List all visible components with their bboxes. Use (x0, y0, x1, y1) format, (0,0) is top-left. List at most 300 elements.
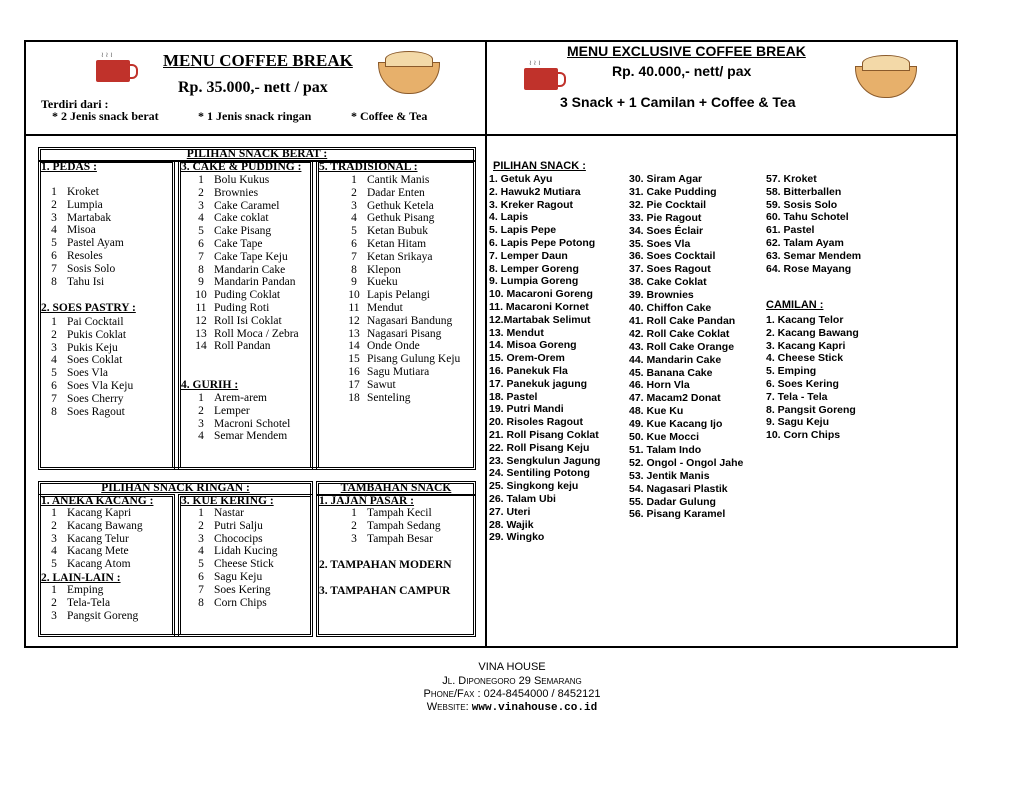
cake-number: 13 (195, 327, 207, 340)
kue-kering-item (188, 571, 262, 584)
snack-item: 12.Martabak Selimut (489, 313, 591, 326)
snack-item: 24. Sentiling Potong (489, 467, 590, 480)
cake-number: 12 (195, 314, 207, 327)
gurih-label: Macroni Schotel (214, 417, 291, 430)
snack-item: 43. Roll Cake Orange (629, 340, 735, 353)
pedas-label: Tahu Isi (67, 275, 105, 288)
gurih-label: Arem-arem (214, 392, 267, 404)
tradisional-item (341, 353, 460, 366)
aneka-kacang-item (41, 507, 131, 520)
snack-item: 52. Ongol - Ongol Jahe (629, 456, 744, 469)
kue-kering-label: Soes Kering (214, 583, 271, 596)
cake-label: Bolu Kukus (214, 174, 270, 186)
pedas-number: 3 (51, 211, 57, 224)
snack-item: 1. Getuk Ayu (489, 173, 553, 185)
gurih-number: 1 (198, 392, 204, 404)
mug-steam-icon: ≀ ≀ ≀ (101, 52, 113, 59)
snack-item: 14. Misoa Goreng (489, 339, 577, 352)
tradisional-item (341, 328, 441, 341)
pedas-number: 1 (51, 186, 57, 198)
camilan-item: 6. Soes Kering (766, 378, 839, 390)
footer-website-label: Website: (426, 701, 469, 713)
camilan-item: 7. Tela - Tela (766, 390, 828, 403)
tradisional-item (341, 200, 434, 213)
camilan-item: 1. Kacang Telor (766, 314, 844, 326)
include-1: * 2 Jenis snack berat (52, 109, 159, 123)
snack-item: 64. Rose Mayang (766, 262, 852, 275)
kue-kering-number: 8 (198, 596, 204, 609)
tradisional-label: Mendut (367, 302, 403, 314)
snack-item: 40. Chiffon Cake (629, 302, 712, 314)
cake-number: 5 (198, 225, 204, 238)
tradisional-label: Ketan Hitam (367, 238, 427, 250)
jajan-pasar-item (341, 533, 433, 546)
tradisional-label: Sawut (367, 378, 396, 391)
lain-lain-number: 1 (51, 584, 57, 596)
soes-pastry-item (41, 393, 124, 406)
kue-kering-title: 3. KUE KERING : (181, 495, 274, 507)
jajan-pasar-label: Tampah Besar (367, 532, 433, 545)
cake-number: 2 (198, 186, 204, 199)
snack-item: 56. Pisang Karamel (629, 508, 726, 521)
footer-name: VINA HOUSE (478, 661, 546, 673)
left-price: Rp. 35.000,- nett / pax (178, 79, 328, 96)
aneka-kacang-item (41, 520, 143, 533)
snack-item: 60. Tahu Schotel (766, 211, 849, 224)
tradisional-label: Kueku (367, 276, 398, 289)
tradisional-item (341, 212, 434, 225)
kue-kering-item (188, 558, 274, 571)
snack-item: 44. Mandarin Cake (629, 353, 722, 366)
jajan-pasar-label: Tampah Kecil (367, 507, 432, 519)
pedas-item (41, 237, 124, 250)
kue-kering-label: Lidah Kucing (214, 545, 278, 558)
snack-item: 21. Roll Pisang Coklat (489, 429, 599, 441)
snack-item: 28. Wajik (489, 518, 534, 531)
camilan-item: 3. Kacang Kapri (766, 339, 846, 352)
tradisional-item (341, 366, 429, 379)
gurih-label: Lemper (214, 404, 250, 417)
camilan-item: 8. Pangsit Goreng (766, 403, 856, 416)
snack-item: 10. Macaroni Goreng (489, 288, 593, 301)
tradisional-item (341, 187, 425, 200)
tradisional-item (341, 340, 420, 353)
kue-kering-item (188, 597, 267, 610)
pedas-label: Sosis Solo (67, 262, 116, 275)
snack-item: 4. Lapis (489, 211, 529, 224)
header-divider (24, 134, 958, 136)
gurih-item (188, 405, 250, 418)
cake-item (188, 264, 285, 277)
soes-pastry-number: 6 (51, 380, 57, 392)
aneka-kacang-label: Kacang Mete (67, 545, 129, 558)
tradisional-label: Ketan Srikaya (367, 250, 433, 263)
aneka-kacang-number: 4 (51, 545, 57, 558)
tradisional-number: 5 (351, 225, 357, 238)
pedas-item (41, 263, 115, 276)
right-includes: 3 Snack + 1 Camilan + Coffee & Tea (560, 94, 796, 110)
footer-website-link[interactable]: www.vinahouse.co.id (471, 702, 598, 714)
cake-label: Roll Pandan (214, 340, 271, 353)
tambahan-header: TAMBAHAN SNACK (340, 482, 452, 494)
snack-item: 47. Macam2 Donat (629, 392, 721, 405)
tradisional-number: 18 (348, 391, 360, 404)
tradisional-label: Gethuk Ketela (367, 199, 434, 212)
pedas-number: 7 (51, 262, 57, 275)
cake-label: Roll Isi Coklat (214, 314, 282, 327)
footer-address: Jl. Diponegoro 29 Semarang (442, 675, 582, 687)
snack-item: 41. Roll Cake Pandan (629, 314, 736, 327)
pedas-label: Martabak (67, 211, 112, 224)
tradisional-label: Nagasari Pisang (367, 327, 442, 340)
kue-kering-label: Cheese Stick (214, 558, 274, 571)
pedas-label: Kroket (67, 186, 99, 198)
snack-item: 36. Soes Cocktail (629, 250, 716, 263)
soes-pastry-number: 8 (51, 405, 57, 418)
soes-pastry-item (41, 406, 125, 419)
soes-pastry-label: Soes Cherry (67, 392, 124, 405)
jajan-pasar-number: 1 (351, 507, 357, 519)
cake-label: Brownies (214, 186, 259, 199)
aneka-kacang-title: 1. ANEKA KACANG : (41, 495, 154, 507)
tradisional-item (341, 225, 428, 238)
snack-item: 22. Roll Pisang Keju (489, 441, 590, 454)
snack-item: 18. Pastel (489, 390, 538, 403)
snack-item: 32. Pie Cocktail (629, 198, 707, 211)
consists-label: Terdiri dari : (41, 97, 109, 111)
soes-pastry-item (41, 354, 122, 367)
snack-item: 30. Siram Agar (629, 173, 703, 185)
snack-item: 26. Talam Ubi (489, 493, 556, 505)
center-divider (485, 40, 487, 648)
tradisional-number: 16 (348, 366, 360, 378)
tradisional-number: 12 (348, 314, 360, 327)
gurih-number: 2 (198, 404, 204, 417)
pedas-item (41, 212, 111, 225)
pedas-label: Misoa (67, 224, 96, 237)
snack-item: 59. Sosis Solo (766, 198, 838, 211)
tradisional-number: 13 (348, 327, 360, 340)
kue-kering-item (188, 507, 244, 520)
kue-kering-number: 7 (198, 583, 204, 596)
coffee-mug-icon-right (524, 68, 558, 90)
gurih-number: 4 (198, 430, 204, 443)
tradisional-item (341, 174, 429, 187)
cake-label: Cake Tape (214, 238, 263, 250)
pedas-number: 2 (51, 198, 57, 211)
tradisional-item (341, 379, 396, 392)
snack-item: 34. Soes Éclair (629, 224, 704, 237)
tradisional-item (341, 392, 410, 405)
footer-phone: Phone/Fax : 024-8454000 / 8452121 (423, 688, 601, 700)
snack-item: 54. Nagasari Plastik (629, 482, 728, 495)
kue-kering-item (188, 520, 263, 533)
include-3: * Coffee & Tea (351, 109, 428, 123)
snack-item: 50. Kue Mocci (629, 431, 700, 443)
soes-pastry-item (41, 342, 118, 355)
aneka-kacang-item (41, 558, 131, 571)
kue-kering-number: 2 (198, 519, 204, 532)
snack-item: 31. Cake Pudding (629, 185, 717, 198)
aneka-kacang-label: Kacang Bawang (67, 519, 143, 532)
cake-label: Cake Caramel (214, 199, 280, 212)
camilan-item: 5. Emping (766, 365, 817, 378)
aneka-kacang-number: 2 (51, 519, 57, 532)
snack-item: 23. Sengkulun Jagung (489, 454, 601, 467)
snack-item: 13. Mendut (489, 326, 544, 339)
pedas-label: Resoles (67, 250, 103, 262)
lain-lain-number: 3 (51, 609, 57, 622)
tradisional-label: Ketan Bubuk (367, 225, 429, 238)
tradisional-number: 1 (351, 174, 357, 186)
lain-lain-item (41, 610, 138, 623)
tradisional-number: 9 (351, 276, 357, 289)
cake-item (188, 212, 269, 225)
tradisional-number: 4 (351, 212, 357, 225)
pedas-label: Lumpia (67, 198, 103, 211)
tradisional-number: 14 (348, 340, 360, 353)
snack-item: 63. Semar Mendem (766, 249, 862, 262)
soes-pastry-label: Pai Cocktail (67, 316, 124, 328)
lain-lain-label: Pangsit Goreng (67, 609, 139, 622)
tradisional-label: Sagu Mutiara (367, 366, 430, 378)
aneka-kacang-item (41, 533, 129, 546)
cake-label: Roll Moca / Zebra (214, 327, 299, 340)
cake-label: Cake Pisang (214, 225, 272, 238)
lain-lain-title: 2. LAIN-LAIN : (41, 572, 121, 584)
tradisional-label: Onde Onde (367, 340, 420, 353)
left-title: MENU COFFEE BREAK (163, 51, 353, 70)
tradisional-item (341, 276, 398, 289)
snack-item: 8. Lemper Goreng (489, 262, 579, 275)
snack-item: 20. Risoles Ragout (489, 416, 583, 429)
cake-label: Puding Coklat (214, 289, 281, 302)
soes-pastry-number: 7 (51, 392, 57, 405)
snack-item: 53. Jentik Manis (629, 469, 710, 482)
pedas-item (41, 199, 103, 212)
cake-label: Cake coklat (214, 212, 269, 225)
cake-title: 3. CAKE & PUDDING : (181, 161, 302, 173)
jajan-pasar-label: Tampah Sedang (367, 519, 441, 532)
soes-pastry-item (41, 367, 108, 380)
tampahan-modern: 2. TAMPAHAN MODERN (319, 559, 452, 571)
tradisional-label: Gethuk Pisang (367, 212, 435, 225)
soes-pastry-label: Soes Ragout (67, 405, 125, 418)
soes-pastry-item (41, 316, 124, 329)
camilan-item: 9. Sagu Keju (766, 416, 830, 429)
lain-lain-number: 2 (51, 596, 57, 609)
soes-pastry-number: 2 (51, 328, 57, 341)
soes-pastry-title: 2. SOES PASTRY : (41, 302, 136, 314)
jajan-pasar-title: 1. JAJAN PASAR : (319, 495, 414, 507)
snack-item: 7. Lemper Daun (489, 249, 568, 262)
soes-pastry-label: Soes Vla Keju (67, 380, 134, 392)
tampahan-campur: 3. TAMPAHAN CAMPUR (319, 585, 451, 597)
gurih-label: Semar Mendem (214, 430, 288, 443)
cake-item (188, 340, 271, 353)
snack-item: 25. Singkong keju (489, 480, 579, 493)
jajan-pasar-item (341, 520, 441, 533)
kue-kering-number: 6 (198, 571, 204, 583)
aneka-kacang-label: Kacang Kapri (67, 507, 132, 519)
snack-item: 3. Kreker Ragout (489, 198, 574, 211)
cake-item (188, 276, 295, 289)
soes-pastry-label: Pukis Coklat (67, 328, 127, 341)
cake-number: 14 (195, 340, 207, 353)
snack-ringan-header: PILIHAN SNACK RINGAN : (101, 482, 250, 494)
snack-item: 9. Lumpia Goreng (489, 275, 579, 288)
snack-item: 35. Soes Vla (629, 237, 691, 250)
cake-number: 10 (195, 289, 207, 302)
right-title: MENU EXCLUSIVE COFFEE BREAK (567, 43, 806, 59)
snack-item: 45. Banana Cake (629, 366, 713, 379)
snack-item: 55. Dadar Gulung (629, 495, 716, 508)
tradisional-item (341, 315, 452, 328)
aneka-kacang-item (41, 545, 129, 558)
kue-kering-label: Corn Chips (214, 596, 267, 609)
footer-website-line (0, 701, 1024, 715)
cake-number: 9 (198, 276, 204, 289)
snack-item: 37. Soes Ragout (629, 263, 711, 276)
tradisional-item (341, 289, 430, 302)
tradisional-label: Senteling (367, 391, 411, 404)
lain-lain-item (41, 584, 103, 597)
tradisional-number: 17 (348, 378, 360, 391)
soes-pastry-label: Soes Vla (67, 367, 108, 380)
snack-item: 51. Talam Indo (629, 443, 702, 456)
aneka-kacang-number: 1 (51, 507, 57, 519)
soes-pastry-item (41, 380, 133, 393)
snack-item: 5. Lapis Pepe (489, 224, 557, 237)
right-snack-header: PILIHAN SNACK : (493, 160, 586, 172)
cake-number: 11 (195, 302, 207, 314)
gurih-item (188, 392, 267, 405)
tradisional-number: 10 (348, 289, 360, 302)
soes-pastry-number: 3 (51, 341, 57, 354)
snack-item: 48. Kue Ku (629, 405, 684, 418)
cake-item (188, 251, 288, 264)
cake-label: Puding Roti (214, 302, 270, 314)
kue-kering-label: Nastar (214, 507, 245, 519)
kue-kering-item (188, 584, 271, 597)
soes-pastry-item (41, 329, 126, 342)
jajan-pasar-item (341, 507, 432, 520)
cake-item (188, 187, 258, 200)
snack-item: 61. Pastel (766, 224, 815, 237)
camilan-item: 2. Kacang Bawang (766, 326, 859, 339)
soes-pastry-number: 1 (51, 316, 57, 328)
camilan-header: CAMILAN : (766, 299, 824, 311)
snack-item: 58. Bitterballen (766, 185, 842, 198)
kue-kering-item (188, 533, 263, 546)
coffee-mug-icon (96, 60, 130, 82)
pedas-number: 6 (51, 250, 57, 262)
tradisional-label: Pisang Gulung Keju (367, 353, 461, 366)
cake-label: Mandarin Cake (214, 263, 286, 276)
mug-steam-icon-right: ≀ ≀ ≀ (529, 60, 541, 67)
kue-kering-number: 5 (198, 558, 204, 571)
tradisional-item (341, 302, 403, 315)
cake-number: 1 (198, 174, 204, 186)
right-price: Rp. 40.000,- nett/ pax (612, 63, 752, 79)
snack-item: 15. Orem-Orem (489, 352, 565, 365)
snack-item: 42. Roll Cake Coklat (629, 327, 730, 340)
include-2: * 1 Jenis snack ringan (198, 109, 312, 123)
tradisional-number: 15 (348, 353, 360, 366)
gurih-item (188, 418, 290, 431)
kue-kering-number: 4 (198, 545, 204, 558)
snack-item: 39. Brownies (629, 289, 694, 302)
cake-number: 7 (198, 250, 204, 263)
snack-item: 38. Cake Coklat (629, 276, 707, 289)
kue-kering-number: 3 (198, 532, 204, 545)
tradisional-label: Nagasari Bandung (367, 314, 453, 327)
tradisional-item (341, 251, 432, 264)
snack-item: 49. Kue Kacang Ijo (629, 418, 723, 431)
aneka-kacang-label: Kacang Atom (67, 558, 131, 571)
tradisional-label: Cantik Manis (367, 174, 430, 186)
snack-item: 57. Kroket (766, 173, 817, 185)
cake-label: Mandarin Pandan (214, 276, 296, 289)
snack-item: 11. Macaroni Kornet (489, 301, 589, 313)
lain-lain-label: Tela-Tela (67, 596, 111, 609)
pedas-number: 8 (51, 275, 57, 288)
pedas-title: 1. PEDAS : (41, 161, 97, 173)
camilan-item: 10. Corn Chips (766, 429, 841, 442)
tradisional-item (341, 264, 401, 277)
cake-item (188, 328, 299, 341)
tradisional-number: 11 (348, 302, 360, 314)
cake-item (188, 289, 280, 302)
snack-item: 16. Panekuk Fla (489, 365, 568, 377)
tradisional-number: 6 (351, 238, 357, 250)
tradisional-number: 8 (351, 263, 357, 276)
pedas-item (41, 186, 99, 199)
pedas-item (41, 224, 96, 237)
pedas-item (41, 276, 104, 289)
gurih-number: 3 (198, 417, 204, 430)
jajan-pasar-number: 3 (351, 532, 357, 545)
cake-item (188, 315, 282, 328)
jajan-pasar-number: 2 (351, 519, 357, 532)
aneka-kacang-label: Kacang Telur (67, 532, 129, 545)
cake-number: 3 (198, 199, 204, 212)
pedas-item (41, 250, 103, 263)
tradisional-title: 5. TRADISIONAL : (319, 161, 418, 173)
pedas-number: 4 (51, 224, 57, 237)
tradisional-number: 3 (351, 199, 357, 212)
cake-item (188, 174, 269, 187)
cake-number: 6 (198, 238, 204, 250)
snack-item: 46. Horn Vla (629, 379, 690, 392)
tradisional-number: 7 (351, 250, 357, 263)
soes-pastry-label: Pukis Keju (67, 341, 118, 354)
camilan-item: 4. Cheese Stick (766, 352, 844, 365)
snack-item: 6. Lapis Pepe Potong (489, 237, 596, 249)
snack-item: 27. Uteri (489, 505, 531, 518)
cake-item (188, 302, 269, 315)
soes-pastry-number: 4 (51, 354, 57, 367)
snack-item: 17. Panekuk jagung (489, 377, 588, 390)
kue-kering-label: Putri Salju (214, 519, 263, 532)
cake-label: Cake Tape Keju (214, 250, 288, 263)
cake-item (188, 238, 262, 251)
kue-kering-number: 1 (198, 507, 204, 519)
snack-item: 62. Talam Ayam (766, 237, 844, 249)
lain-lain-item (41, 597, 110, 610)
aneka-kacang-number: 5 (51, 558, 57, 571)
kue-kering-item (188, 545, 278, 558)
